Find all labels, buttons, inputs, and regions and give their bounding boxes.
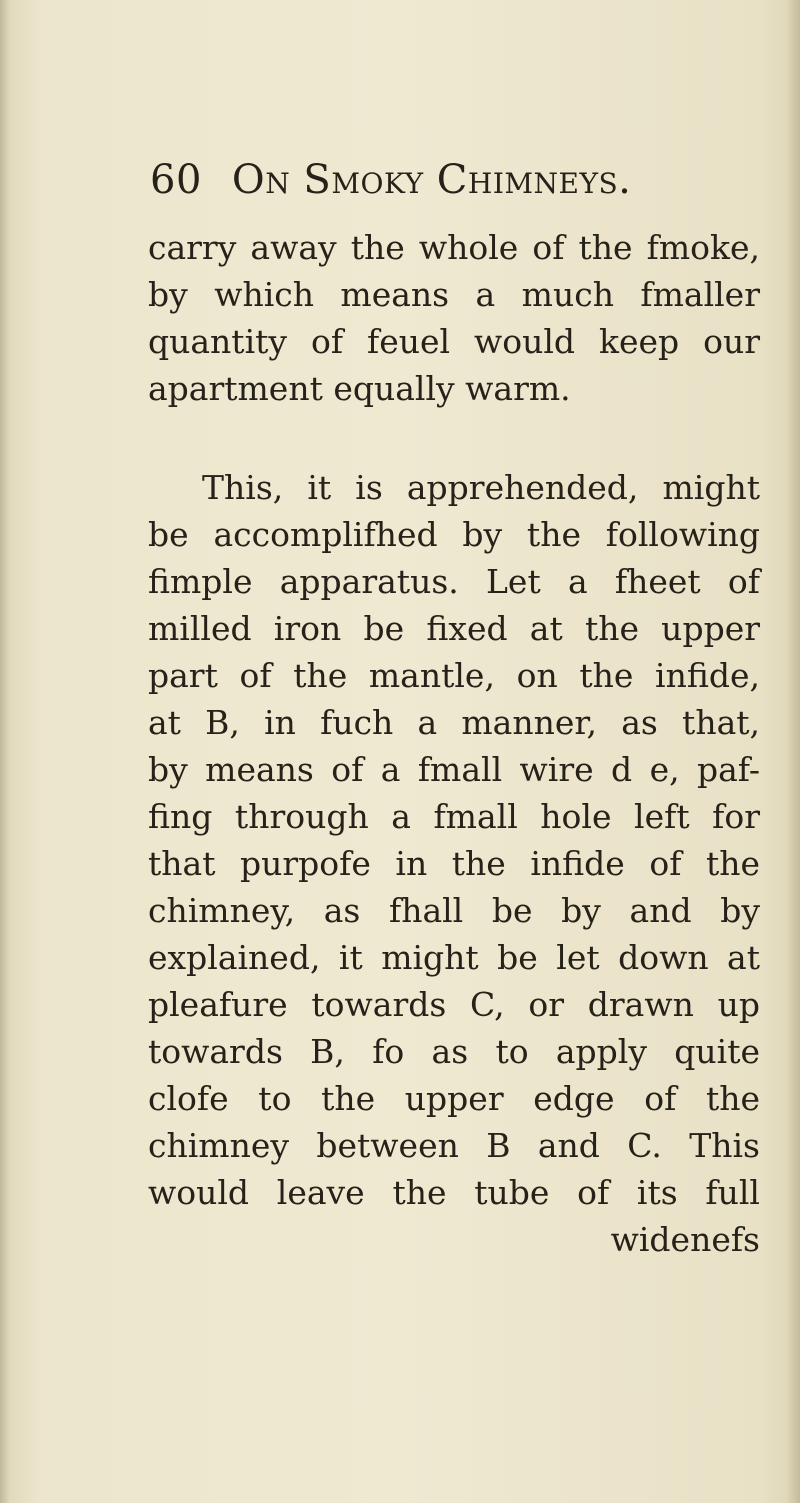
text-line: milled iron be fixed at the upper bbox=[148, 609, 760, 648]
text-line: clofe to the upper edge of the bbox=[148, 1079, 760, 1118]
text-line: chimney, as fhall be by and by bbox=[148, 891, 760, 930]
page-gutter-shadow bbox=[0, 0, 10, 1503]
text-line: fing through a fmall hole left for bbox=[148, 797, 760, 836]
text-line: would leave the tube of its full bbox=[148, 1173, 760, 1212]
catchword: widenefs bbox=[610, 1220, 760, 1259]
text-line: apartment equally warm. bbox=[148, 369, 571, 408]
running-header bbox=[150, 152, 710, 208]
body-text bbox=[148, 224, 760, 1263]
text-line: chimney between B and C. This bbox=[148, 1126, 760, 1165]
text-line: quantity of feuel would keep our bbox=[148, 322, 760, 361]
page-edge-shadow bbox=[786, 0, 800, 1503]
text-line: fimple apparatus. Let a fheet of bbox=[148, 562, 760, 601]
paragraph-gap bbox=[148, 412, 760, 464]
text-line: be accomplifhed by the following bbox=[148, 515, 760, 554]
running-title: On Smoky Chimneys. bbox=[231, 157, 632, 203]
text-line: explained, it might be let down at bbox=[148, 938, 760, 977]
text-line: part of the mantle, on the infide, bbox=[148, 656, 760, 695]
text-line: This, it is apprehended, might bbox=[202, 468, 760, 507]
text-line: that purpofe in the infide of the bbox=[148, 844, 760, 883]
text-line: towards B, fo as to apply quite bbox=[148, 1032, 760, 1071]
text-line: pleafure towards C, or drawn up bbox=[148, 985, 760, 1024]
text-line: carry away the whole of the fmoke, bbox=[148, 228, 760, 267]
text-line: by means of a fmall wire d e, paf- bbox=[148, 750, 760, 789]
text-line: by which means a much fmaller bbox=[148, 275, 760, 314]
page-number: 60 bbox=[150, 157, 202, 203]
text-line: at B, in fuch a manner, as that, bbox=[148, 703, 760, 742]
